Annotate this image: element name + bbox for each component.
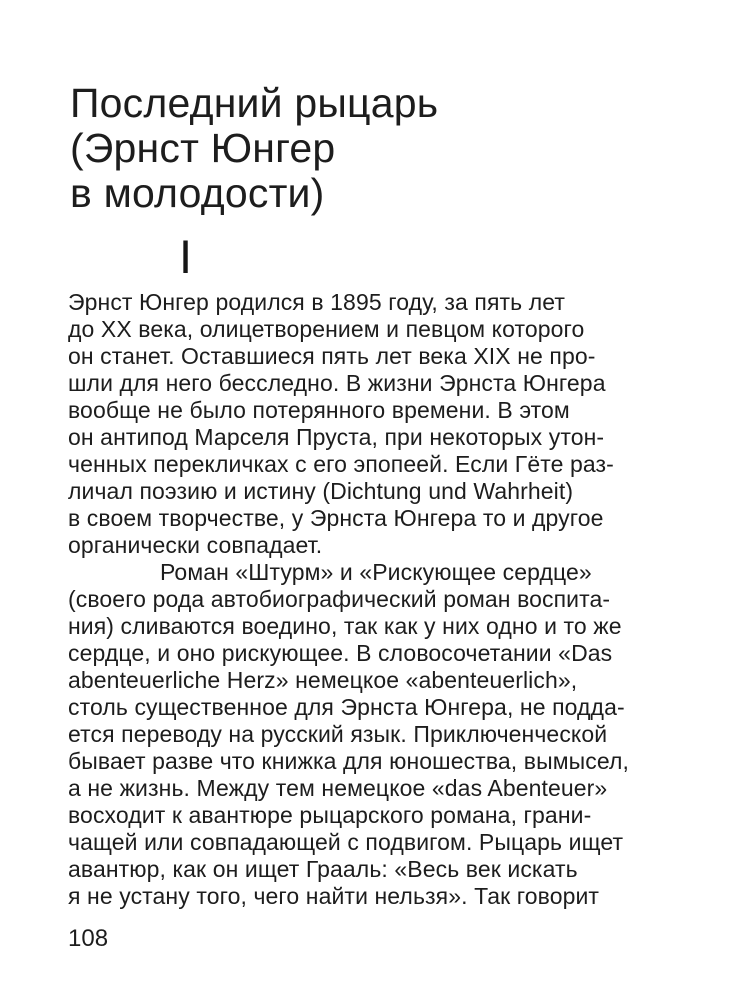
chapter-title: Последний рыцарь (Эрнст Юнгер в молодости) [70, 80, 439, 216]
page-number: 108 [68, 925, 109, 952]
body-text [68, 289, 738, 910]
body-paragraph-1: Эрнст Юнгер родился в 1895 году, за пять лет до XX века, олицетворением и певцом которого он станет. Оставшиеся пять лет века XIX не про- шли для него бесследно. В жизни Эрнста Юнгера вообще не было потерянного времени. В этом он антипод Марселя Пруста, при некоторых утон- ченных перекличках с его эпопеей. Если Гёте раз- личал поэзию и истину (Dichtung und Wahrheit) в своем творчестве, у Эрнста Юнгера то и другое органически совпадает. [68, 289, 614, 558]
body-paragraph-2: Роман «Штурм» и «Рискующее сердце» (своего рода автобиографический роман воспита- ния) сливаются воедино, так как у них одно и то же сердце, и оно рискующее. В словосочетании «Das abenteuerliche Herz» немецкое «abenteuerlich», столь существенное для Эрнста Юнгера, не подда- ется переводу на русский язык. Приключенческой бывает разве что книжка для юношества, вымысел, а не жизнь. Между тем немецкое «das Abenteuer» восходит к авантюре рыцарского романа, грани- чащей или совпадающей с подвигом. Рыцарь ищет авантюр, как он ищет Грааль: «Весь век искать я не устану того, чего найти нельзя». Так говорит [68, 559, 629, 909]
section-numeral: I [179, 230, 193, 283]
